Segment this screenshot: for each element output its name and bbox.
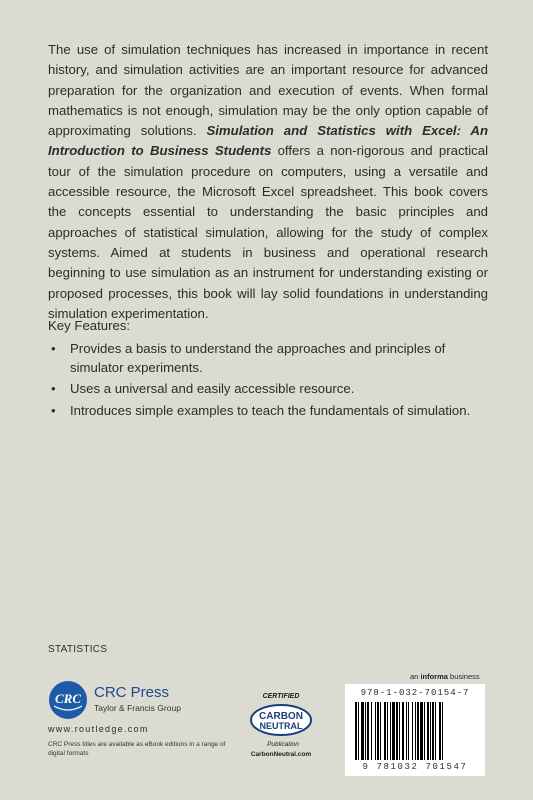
back-cover-blurb (48, 40, 488, 324)
blurb-part-1: The use of simulation techniques has increased in importance in recent history, and simulation activities are an important resource for advanced preparation for the organization and execution of events. When formal mathematics is not enough, simulation may be the only option capable of approximating solutions. (48, 42, 488, 139)
informa-tagline (410, 672, 480, 681)
informa-prefix: an (410, 672, 421, 681)
crc-logo-text: CRC (54, 691, 82, 706)
ebook-note: CRC Press titles are available as eBook editions in a range of digital formats (48, 741, 226, 757)
feature-text: Provides a basis to understand the approaches and principles of simulator experiments. (70, 341, 446, 375)
isbn-barcode (345, 684, 485, 776)
list-item (48, 340, 488, 377)
barcode-digits: 9 781032 701547 (362, 762, 468, 772)
informa-brand: informa (420, 672, 448, 681)
feature-text: Uses a universal and easily accessible resource. (70, 381, 355, 396)
carbon-line1-text: CARBON (259, 711, 303, 722)
informa-suffix: business (447, 672, 480, 681)
publisher-name: CRC Press (94, 684, 170, 701)
crc-logo-icon (48, 680, 88, 720)
publisher-website: www.routledge.com (48, 724, 149, 734)
carbon-sub-text: Publication (267, 741, 299, 748)
list-item (48, 402, 488, 421)
key-features-heading: Key Features: (48, 318, 131, 333)
carbon-certified-text: CERTIFIED (262, 693, 300, 700)
bullet-icon: • (51, 341, 56, 356)
feature-text: Introduces simple examples to teach the fundamentals of simulation. (70, 402, 471, 418)
blurb-part-2: offers a non-rigorous and practical tour of the simulation procedure on computers, using a versatile and accessible resource, the Microsoft Excel spreadsheet. This book covers the concepts essential to understanding the basic principles and approaches of statistical simulation, allowing for the study of complex systems. Aimed at students in business and operational research beginning to use simulation as an instrument for understanding existing or proposed processes, this book will lay solid foundations in understanding simulation experimentation. (48, 143, 488, 321)
key-features-list (48, 340, 488, 423)
isbn-number: 978-1-032-70154-7 (360, 688, 470, 698)
barcode-icon (353, 702, 477, 760)
carbon-line2-text: NEUTRAL (259, 721, 303, 731)
list-item (48, 380, 488, 399)
carbon-url-text: CarbonNeutral.com (250, 751, 312, 758)
publisher-group: Taylor & Francis Group (94, 703, 181, 713)
book-title: Simulation and Statistics with Excel: An Introduction to Business Students (48, 123, 488, 159)
carbon-neutral-logo (243, 688, 319, 766)
bullet-icon: • (51, 381, 56, 396)
subject-category: STATISTICS (48, 644, 108, 655)
bullet-icon: • (51, 402, 56, 418)
